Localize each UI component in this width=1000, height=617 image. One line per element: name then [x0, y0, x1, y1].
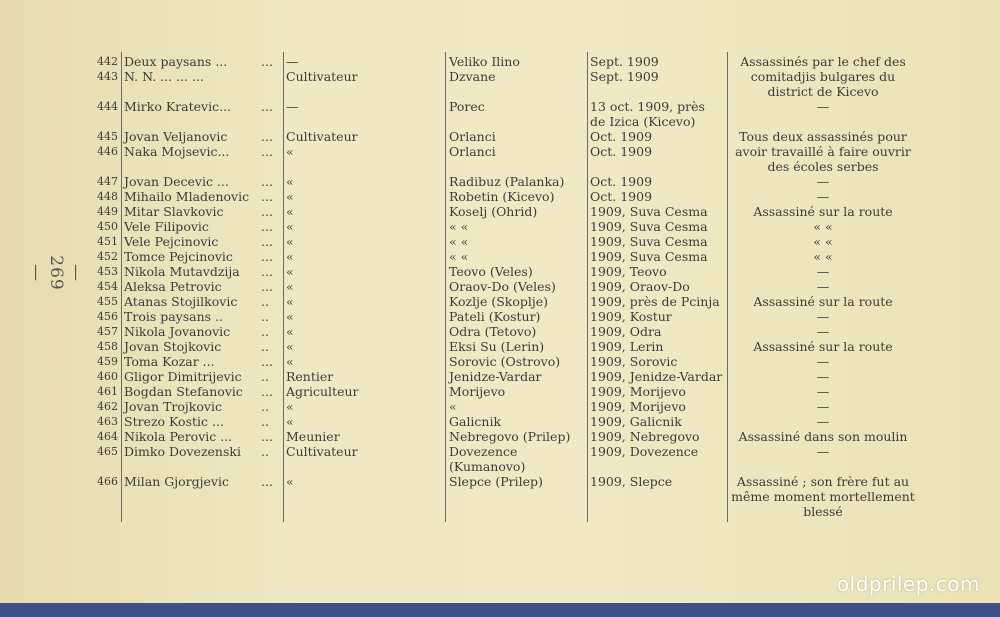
leader-dots: ... — [261, 54, 273, 69]
row-number: 451 — [97, 235, 118, 248]
leader-dots: ... — [261, 234, 273, 249]
person-name: Milan Gjorgjevic — [124, 474, 229, 489]
person-name: Dimko Dovezenski — [124, 444, 241, 459]
date-location: Oct. 1909 — [590, 144, 653, 159]
profession: « — [286, 219, 294, 234]
profession: « — [286, 144, 294, 159]
profession: — — [286, 99, 299, 114]
row-number: 458 — [97, 340, 118, 353]
person-name: Vele Filipovic — [124, 219, 209, 234]
date-location: 1909, Suva Cesma — [590, 249, 708, 264]
profession: « — [286, 399, 294, 414]
row-number: 462 — [97, 400, 118, 413]
date-location: 1909, près de Pcinja — [590, 294, 720, 309]
date-location: 1909, Slepce — [590, 474, 673, 489]
leader-dots: ... — [261, 144, 273, 159]
row-number: 443 — [97, 70, 118, 83]
profession: Cultivateur — [286, 444, 358, 459]
remark: Assassiné sur la route — [753, 339, 893, 354]
leader-dots: ... — [261, 204, 273, 219]
profession: « — [286, 264, 294, 279]
date-location: 13 oct. 1909, près de Izica (Kicevo) — [590, 99, 705, 129]
leader-dots: .. — [261, 414, 269, 429]
person-name: Naka Mojsevic... — [124, 144, 230, 159]
row-number: 455 — [97, 295, 118, 308]
date-location: Oct. 1909 — [590, 174, 653, 189]
profession: « — [286, 294, 294, 309]
bottom-strip — [0, 603, 1000, 617]
profession: « — [286, 339, 294, 354]
column-rule — [283, 52, 284, 522]
row-number: 453 — [97, 265, 118, 278]
row-number: 449 — [97, 205, 118, 218]
remark: Assassiné sur la route — [753, 294, 893, 309]
leader-dots: ... — [261, 174, 273, 189]
date-location: 1909, Teovo — [590, 264, 667, 279]
profession: « — [286, 279, 294, 294]
place: Koselj (Ohrid) — [449, 204, 538, 219]
person-name: Deux paysans ... — [124, 54, 228, 69]
date-location: 1909, Morijevo — [590, 399, 686, 414]
leader-dots: .. — [261, 369, 269, 384]
row-number: 442 — [97, 55, 118, 68]
row-number: 460 — [97, 370, 118, 383]
person-name: Strezo Kostic ... — [124, 414, 224, 429]
profession: — — [286, 54, 299, 69]
date-location: 1909, Sorovic — [590, 354, 678, 369]
place: Orlanci — [449, 129, 496, 144]
person-name: Atanas Stojilkovic — [124, 294, 238, 309]
remark: Assassiné sur la route — [753, 204, 893, 219]
row-number: 466 — [97, 475, 118, 488]
person-name: Jovan Decevic ... — [124, 174, 229, 189]
leader-dots: ... — [261, 474, 273, 489]
row-number: 461 — [97, 385, 118, 398]
remark: — — [816, 414, 830, 429]
remark: Tous deux assassinés pour avoir travaillé à faire ouvrir des écoles serbes — [735, 129, 911, 174]
leader-dots: .. — [261, 399, 269, 414]
place: Pateli (Kostur) — [449, 309, 541, 324]
leader-dots: ... — [261, 99, 273, 114]
column-rule — [445, 52, 446, 522]
date-location: Oct. 1909 — [590, 129, 653, 144]
person-name: Aleksa Petrovic — [124, 279, 222, 294]
person-name: Mitar Slavkovic — [124, 204, 224, 219]
remark: — — [816, 444, 830, 459]
profession: Cultivateur — [286, 69, 358, 84]
row-number: 465 — [97, 445, 118, 458]
date-location: Oct. 1909 — [590, 189, 653, 204]
leader-dots: ... — [261, 129, 273, 144]
date-location: 1909, Suva Cesma — [590, 204, 708, 219]
date-location: 1909, Dovezence — [590, 444, 699, 459]
remark: « « — [813, 219, 833, 234]
place: Slepce (Prilep) — [449, 474, 543, 489]
place: Odra (Tetovo) — [449, 324, 537, 339]
row-number: 456 — [97, 310, 118, 323]
column-rule — [727, 52, 728, 522]
remark: — — [816, 354, 830, 369]
remark: — — [816, 279, 830, 294]
place: « « — [449, 249, 469, 264]
person-name: Tomce Pejcinovic — [124, 249, 233, 264]
leader-dots: .. — [261, 339, 269, 354]
leader-dots: ... — [261, 219, 273, 234]
person-name: Bogdan Stefanovic — [124, 384, 243, 399]
row-number: 445 — [97, 130, 118, 143]
person-name: Nikola Jovanovic — [124, 324, 231, 339]
leader-dots: ... — [261, 429, 273, 444]
row-number: 450 — [97, 220, 118, 233]
place: Morijevo — [449, 384, 506, 399]
row-number: 464 — [97, 430, 118, 443]
date-location: Sept. 1909 — [590, 69, 659, 84]
date-location: 1909, Odra — [590, 324, 662, 339]
place: « « — [449, 234, 469, 249]
profession: « — [286, 234, 294, 249]
remark: — — [816, 264, 830, 279]
person-name: Mihailo Mladenovic — [124, 189, 250, 204]
profession: « — [286, 309, 294, 324]
row-number: 448 — [97, 190, 118, 203]
profession: « — [286, 354, 294, 369]
remark: « « — [813, 249, 833, 264]
remark: — — [816, 399, 830, 414]
row-number: 444 — [97, 100, 118, 113]
place: Robetin (Kicevo) — [449, 189, 555, 204]
leader-dots: .. — [261, 309, 269, 324]
person-name: N. N. ... ... ... — [124, 69, 204, 84]
place: Porec — [449, 99, 485, 114]
person-name: Gligor Dimitrijevic — [124, 369, 242, 384]
remark: — — [816, 99, 830, 114]
date-location: 1909, Galicnik — [590, 414, 682, 429]
leader-dots: .. — [261, 324, 269, 339]
leader-dots: ... — [261, 189, 273, 204]
row-number: 452 — [97, 250, 118, 263]
place: Nebregovo (Prilep) — [449, 429, 571, 444]
profession: « — [286, 204, 294, 219]
remark: — — [816, 174, 830, 189]
leader-dots: .. — [261, 444, 269, 459]
place: Kozlje (Skoplje) — [449, 294, 549, 309]
place: « — [449, 399, 457, 414]
remark: — — [816, 369, 830, 384]
row-number: 457 — [97, 325, 118, 338]
place: Jenidze-Vardar — [449, 369, 542, 384]
profession: Agriculteur — [286, 384, 359, 399]
watermark: oldprilep.com — [836, 572, 980, 596]
column-rule — [587, 52, 588, 522]
place: Dovezence (Kumanovo) — [449, 444, 526, 474]
page-number: — 269 — — [26, 255, 86, 291]
leader-dots: ... — [261, 264, 273, 279]
date-location: 1909, Lerin — [590, 339, 664, 354]
date-location: 1909, Suva Cesma — [590, 219, 708, 234]
profession: « — [286, 414, 294, 429]
date-location: 1909, Suva Cesma — [590, 234, 708, 249]
remark: Assassiné dans son moulin — [738, 429, 908, 444]
remark: Assassiné ; son frère fut au même moment mortellement blessé — [731, 474, 915, 519]
date-location: 1909, Oraov-Do — [590, 279, 690, 294]
remark: — — [816, 309, 830, 324]
row-number: 454 — [97, 280, 118, 293]
person-name: Jovan Stojkovic — [124, 339, 222, 354]
leader-dots: ... — [261, 354, 273, 369]
profession: Rentier — [286, 369, 334, 384]
remark: — — [816, 324, 830, 339]
place: Orlanci — [449, 144, 496, 159]
place: Dzvane — [449, 69, 496, 84]
person-name: Toma Kozar ... — [124, 354, 215, 369]
remark: — — [816, 384, 830, 399]
profession: « — [286, 249, 294, 264]
remark: — — [816, 189, 830, 204]
place: Eksi Su (Lerin) — [449, 339, 545, 354]
place: Radibuz (Palanka) — [449, 174, 565, 189]
person-name: Nikola Perovic ... — [124, 429, 233, 444]
row-number: 446 — [97, 145, 118, 158]
date-location: 1909, Kostur — [590, 309, 672, 324]
profession: Cultivateur — [286, 129, 358, 144]
remark: « « — [813, 234, 833, 249]
person-name: Nikola Mutavdzija — [124, 264, 240, 279]
profession: Meunier — [286, 429, 340, 444]
leader-dots: ... — [261, 249, 273, 264]
remark: Assassinés par le chef des comitadjis bulgares du district de Kicevo — [740, 54, 906, 99]
date-location: Sept. 1909 — [590, 54, 659, 69]
profession: « — [286, 174, 294, 189]
column-rule — [121, 52, 122, 522]
date-location: 1909, Nebregovo — [590, 429, 700, 444]
person-name: Vele Pejcinovic — [124, 234, 219, 249]
place: Teovo (Veles) — [449, 264, 533, 279]
person-name: Jovan Veljanovic — [124, 129, 228, 144]
place: Sorovic (Ostrovo) — [449, 354, 561, 369]
person-name: Trois paysans .. — [124, 309, 223, 324]
place: « « — [449, 219, 469, 234]
date-location: 1909, Jenidze-Vardar — [590, 369, 723, 384]
place: Oraov-Do (Veles) — [449, 279, 556, 294]
profession: « — [286, 474, 294, 489]
place: Galicnik — [449, 414, 502, 429]
profession: « — [286, 324, 294, 339]
person-name: Jovan Trojkovic — [124, 399, 222, 414]
leader-dots: .. — [261, 294, 269, 309]
leader-dots: ... — [261, 279, 273, 294]
row-number: 463 — [97, 415, 118, 428]
profession: « — [286, 189, 294, 204]
place: Veliko Ilino — [449, 54, 520, 69]
row-number: 447 — [97, 175, 118, 188]
person-name: Mirko Kratevic... — [124, 99, 232, 114]
leader-dots: ... — [261, 384, 273, 399]
row-number: 459 — [97, 355, 118, 368]
date-location: 1909, Morijevo — [590, 384, 686, 399]
